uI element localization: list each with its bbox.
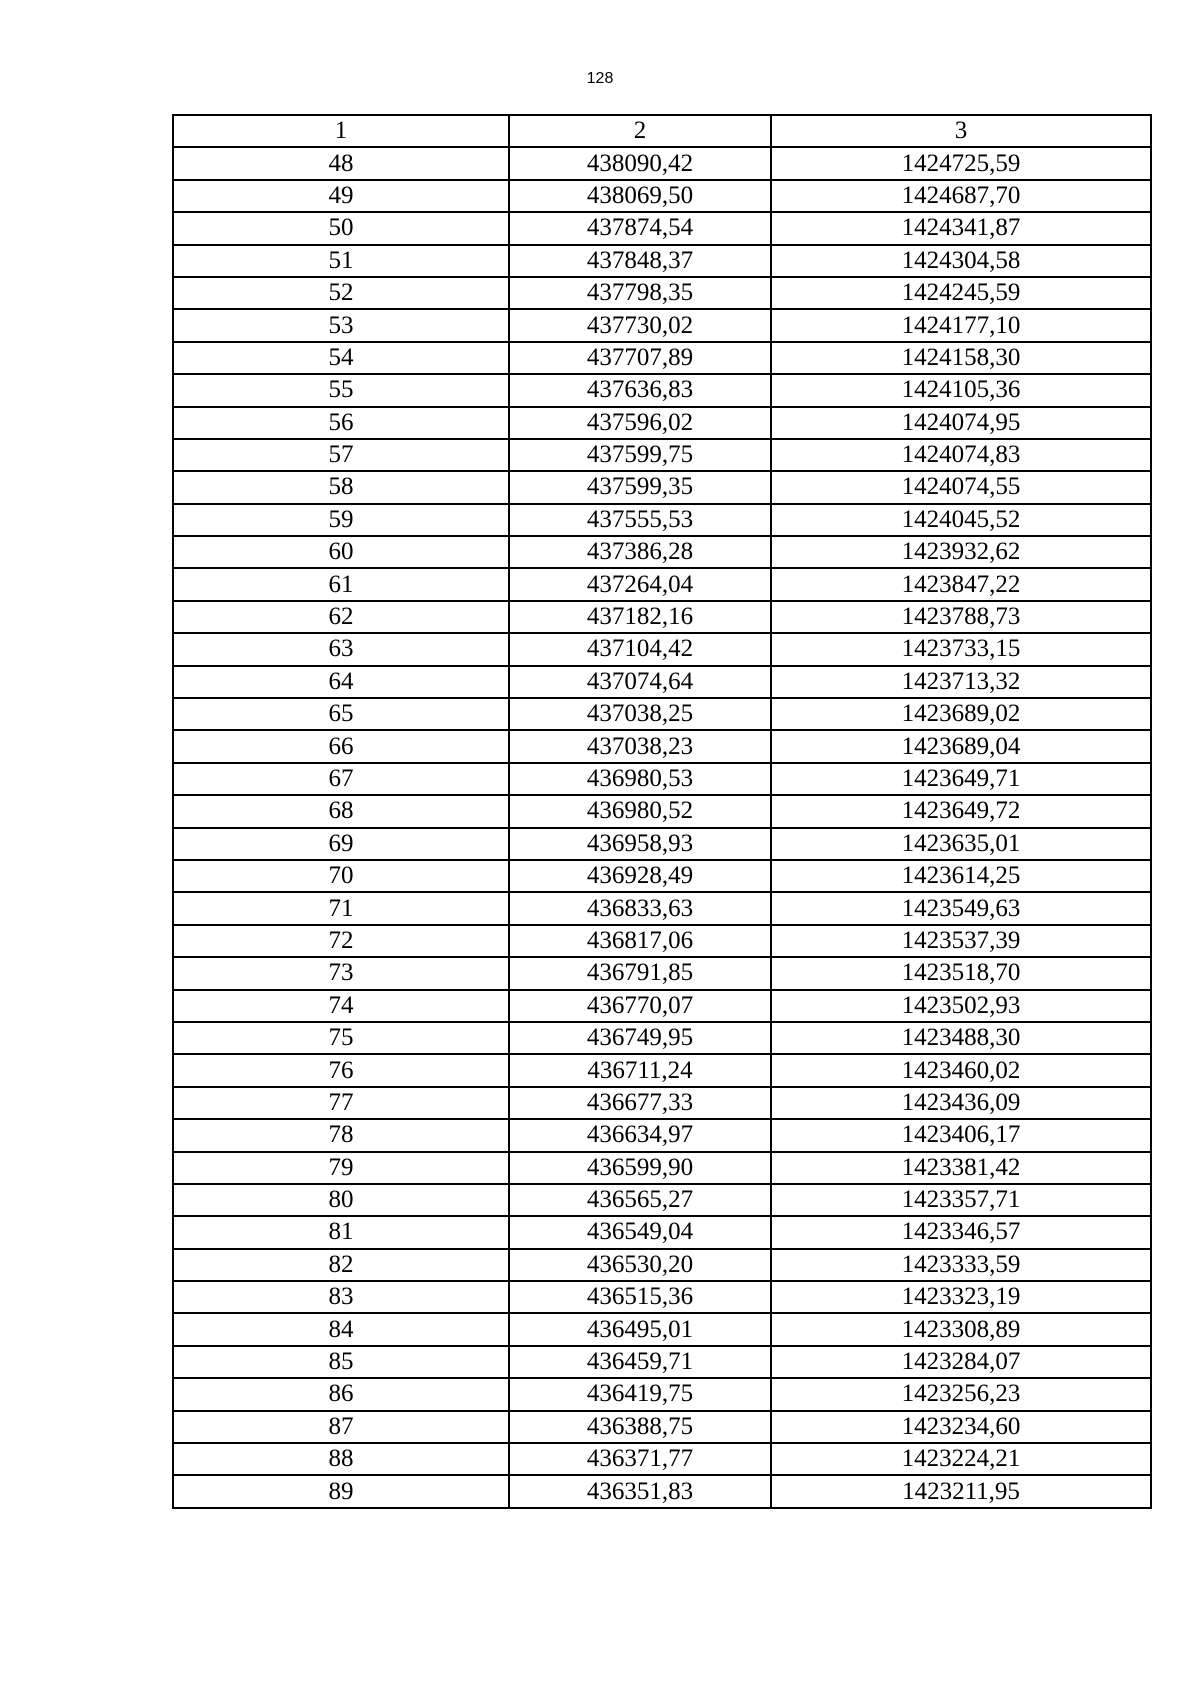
point-number-cell: 83 bbox=[173, 1281, 509, 1313]
table-row bbox=[173, 730, 1151, 762]
table-header-row bbox=[173, 115, 1151, 147]
table-row bbox=[173, 1281, 1151, 1313]
point-number-cell: 89 bbox=[173, 1475, 509, 1507]
x-coordinate-cell: 437707,89 bbox=[509, 342, 771, 374]
point-number-cell: 62 bbox=[173, 601, 509, 633]
y-coordinate-cell: 1423713,32 bbox=[771, 666, 1151, 698]
point-number-cell: 66 bbox=[173, 730, 509, 762]
point-number-cell: 80 bbox=[173, 1184, 509, 1216]
coordinates-table bbox=[172, 114, 1152, 1509]
table-row bbox=[173, 439, 1151, 471]
table-row bbox=[173, 763, 1151, 795]
point-number-cell: 54 bbox=[173, 342, 509, 374]
x-coordinate-cell: 436980,53 bbox=[509, 763, 771, 795]
point-number-cell: 63 bbox=[173, 633, 509, 665]
table-row bbox=[173, 698, 1151, 730]
table-row bbox=[173, 1313, 1151, 1345]
y-coordinate-cell: 1423224,21 bbox=[771, 1443, 1151, 1475]
x-coordinate-cell: 437874,54 bbox=[509, 212, 771, 244]
point-number-cell: 48 bbox=[173, 147, 509, 179]
table-row bbox=[173, 471, 1151, 503]
point-number-cell: 86 bbox=[173, 1378, 509, 1410]
table-row bbox=[173, 1249, 1151, 1281]
y-coordinate-cell: 1423649,71 bbox=[771, 763, 1151, 795]
x-coordinate-cell: 436980,52 bbox=[509, 795, 771, 827]
page-number: 128 bbox=[586, 70, 614, 87]
x-coordinate-cell: 437798,35 bbox=[509, 277, 771, 309]
point-number-cell: 82 bbox=[173, 1249, 509, 1281]
x-coordinate-cell: 437038,23 bbox=[509, 730, 771, 762]
x-coordinate-cell: 437555,53 bbox=[509, 504, 771, 536]
x-coordinate-cell: 438069,50 bbox=[509, 180, 771, 212]
table-row bbox=[173, 633, 1151, 665]
y-coordinate-cell: 1423614,25 bbox=[771, 860, 1151, 892]
table-row bbox=[173, 374, 1151, 406]
y-coordinate-cell: 1423256,23 bbox=[771, 1378, 1151, 1410]
point-number-cell: 73 bbox=[173, 957, 509, 989]
y-coordinate-cell: 1423488,30 bbox=[771, 1022, 1151, 1054]
point-number-cell: 64 bbox=[173, 666, 509, 698]
table-row bbox=[173, 795, 1151, 827]
table-row bbox=[173, 892, 1151, 924]
point-number-cell: 74 bbox=[173, 990, 509, 1022]
y-coordinate-cell: 1424074,95 bbox=[771, 407, 1151, 439]
header-cell-1: 1 bbox=[173, 115, 509, 147]
y-coordinate-cell: 1423847,22 bbox=[771, 568, 1151, 600]
table-row bbox=[173, 568, 1151, 600]
x-coordinate-cell: 436530,20 bbox=[509, 1249, 771, 1281]
point-number-cell: 59 bbox=[173, 504, 509, 536]
table-row bbox=[173, 309, 1151, 341]
table-row bbox=[173, 990, 1151, 1022]
point-number-cell: 57 bbox=[173, 439, 509, 471]
table-row bbox=[173, 245, 1151, 277]
x-coordinate-cell: 436711,24 bbox=[509, 1054, 771, 1086]
point-number-cell: 77 bbox=[173, 1087, 509, 1119]
table-row bbox=[173, 601, 1151, 633]
y-coordinate-cell: 1423649,72 bbox=[771, 795, 1151, 827]
point-number-cell: 75 bbox=[173, 1022, 509, 1054]
table-row bbox=[173, 925, 1151, 957]
x-coordinate-cell: 436817,06 bbox=[509, 925, 771, 957]
x-coordinate-cell: 437104,42 bbox=[509, 633, 771, 665]
point-number-cell: 88 bbox=[173, 1443, 509, 1475]
point-number-cell: 55 bbox=[173, 374, 509, 406]
y-coordinate-cell: 1424725,59 bbox=[771, 147, 1151, 179]
table-row bbox=[173, 957, 1151, 989]
y-coordinate-cell: 1423502,93 bbox=[771, 990, 1151, 1022]
x-coordinate-cell: 436749,95 bbox=[509, 1022, 771, 1054]
y-coordinate-cell: 1424158,30 bbox=[771, 342, 1151, 374]
point-number-cell: 81 bbox=[173, 1216, 509, 1248]
point-number-cell: 60 bbox=[173, 536, 509, 568]
x-coordinate-cell: 436549,04 bbox=[509, 1216, 771, 1248]
point-number-cell: 85 bbox=[173, 1346, 509, 1378]
y-coordinate-cell: 1423537,39 bbox=[771, 925, 1151, 957]
x-coordinate-cell: 437599,35 bbox=[509, 471, 771, 503]
table-row bbox=[173, 342, 1151, 374]
y-coordinate-cell: 1423460,02 bbox=[771, 1054, 1151, 1086]
x-coordinate-cell: 437596,02 bbox=[509, 407, 771, 439]
table-row bbox=[173, 1184, 1151, 1216]
y-coordinate-cell: 1423323,19 bbox=[771, 1281, 1151, 1313]
x-coordinate-cell: 437730,02 bbox=[509, 309, 771, 341]
y-coordinate-cell: 1423788,73 bbox=[771, 601, 1151, 633]
table-row bbox=[173, 180, 1151, 212]
y-coordinate-cell: 1423689,04 bbox=[771, 730, 1151, 762]
point-number-cell: 65 bbox=[173, 698, 509, 730]
table-row bbox=[173, 147, 1151, 179]
point-number-cell: 69 bbox=[173, 828, 509, 860]
point-number-cell: 84 bbox=[173, 1313, 509, 1345]
y-coordinate-cell: 1423234,60 bbox=[771, 1411, 1151, 1443]
point-number-cell: 76 bbox=[173, 1054, 509, 1086]
point-number-cell: 68 bbox=[173, 795, 509, 827]
point-number-cell: 51 bbox=[173, 245, 509, 277]
x-coordinate-cell: 437636,83 bbox=[509, 374, 771, 406]
table-body bbox=[173, 115, 1151, 1508]
y-coordinate-cell: 1423635,01 bbox=[771, 828, 1151, 860]
y-coordinate-cell: 1423346,57 bbox=[771, 1216, 1151, 1248]
x-coordinate-cell: 436419,75 bbox=[509, 1378, 771, 1410]
table-row bbox=[173, 1346, 1151, 1378]
x-coordinate-cell: 436791,85 bbox=[509, 957, 771, 989]
x-coordinate-cell: 436928,49 bbox=[509, 860, 771, 892]
y-coordinate-cell: 1423211,95 bbox=[771, 1475, 1151, 1507]
x-coordinate-cell: 436495,01 bbox=[509, 1313, 771, 1345]
point-number-cell: 49 bbox=[173, 180, 509, 212]
point-number-cell: 79 bbox=[173, 1152, 509, 1184]
x-coordinate-cell: 438090,42 bbox=[509, 147, 771, 179]
x-coordinate-cell: 436459,71 bbox=[509, 1346, 771, 1378]
point-number-cell: 78 bbox=[173, 1119, 509, 1151]
header-cell-2: 2 bbox=[509, 115, 771, 147]
point-number-cell: 72 bbox=[173, 925, 509, 957]
point-number-cell: 50 bbox=[173, 212, 509, 244]
table-row bbox=[173, 277, 1151, 309]
x-coordinate-cell: 436599,90 bbox=[509, 1152, 771, 1184]
y-coordinate-cell: 1424304,58 bbox=[771, 245, 1151, 277]
x-coordinate-cell: 436351,83 bbox=[509, 1475, 771, 1507]
y-coordinate-cell: 1424105,36 bbox=[771, 374, 1151, 406]
table-row bbox=[173, 1216, 1151, 1248]
y-coordinate-cell: 1423689,02 bbox=[771, 698, 1151, 730]
table-row bbox=[173, 407, 1151, 439]
y-coordinate-cell: 1424074,55 bbox=[771, 471, 1151, 503]
table-row bbox=[173, 504, 1151, 536]
table-row bbox=[173, 1054, 1151, 1086]
header-cell-3: 3 bbox=[771, 115, 1151, 147]
y-coordinate-cell: 1424045,52 bbox=[771, 504, 1151, 536]
y-coordinate-cell: 1423381,42 bbox=[771, 1152, 1151, 1184]
x-coordinate-cell: 436958,93 bbox=[509, 828, 771, 860]
x-coordinate-cell: 436565,27 bbox=[509, 1184, 771, 1216]
x-coordinate-cell: 436677,33 bbox=[509, 1087, 771, 1119]
x-coordinate-cell: 437599,75 bbox=[509, 439, 771, 471]
x-coordinate-cell: 437182,16 bbox=[509, 601, 771, 633]
y-coordinate-cell: 1423357,71 bbox=[771, 1184, 1151, 1216]
x-coordinate-cell: 436388,75 bbox=[509, 1411, 771, 1443]
table-row bbox=[173, 666, 1151, 698]
table-row bbox=[173, 212, 1151, 244]
x-coordinate-cell: 437848,37 bbox=[509, 245, 771, 277]
table-row bbox=[173, 860, 1151, 892]
table-row bbox=[173, 1378, 1151, 1410]
table-row bbox=[173, 1119, 1151, 1151]
x-coordinate-cell: 437074,64 bbox=[509, 666, 771, 698]
x-coordinate-cell: 437038,25 bbox=[509, 698, 771, 730]
y-coordinate-cell: 1424245,59 bbox=[771, 277, 1151, 309]
table-row bbox=[173, 536, 1151, 568]
table-row bbox=[173, 1087, 1151, 1119]
y-coordinate-cell: 1424341,87 bbox=[771, 212, 1151, 244]
point-number-cell: 52 bbox=[173, 277, 509, 309]
x-coordinate-cell: 437264,04 bbox=[509, 568, 771, 600]
table-row bbox=[173, 828, 1151, 860]
x-coordinate-cell: 436833,63 bbox=[509, 892, 771, 924]
table-row bbox=[173, 1152, 1151, 1184]
point-number-cell: 53 bbox=[173, 309, 509, 341]
x-coordinate-cell: 436770,07 bbox=[509, 990, 771, 1022]
y-coordinate-cell: 1423308,89 bbox=[771, 1313, 1151, 1345]
y-coordinate-cell: 1424074,83 bbox=[771, 439, 1151, 471]
point-number-cell: 67 bbox=[173, 763, 509, 795]
point-number-cell: 87 bbox=[173, 1411, 509, 1443]
point-number-cell: 58 bbox=[173, 471, 509, 503]
y-coordinate-cell: 1423436,09 bbox=[771, 1087, 1151, 1119]
table-row bbox=[173, 1443, 1151, 1475]
x-coordinate-cell: 436634,97 bbox=[509, 1119, 771, 1151]
y-coordinate-cell: 1424687,70 bbox=[771, 180, 1151, 212]
table-row bbox=[173, 1475, 1151, 1507]
y-coordinate-cell: 1423549,63 bbox=[771, 892, 1151, 924]
table-row bbox=[173, 1022, 1151, 1054]
point-number-cell: 70 bbox=[173, 860, 509, 892]
table-row bbox=[173, 1411, 1151, 1443]
x-coordinate-cell: 437386,28 bbox=[509, 536, 771, 568]
point-number-cell: 71 bbox=[173, 892, 509, 924]
y-coordinate-cell: 1423406,17 bbox=[771, 1119, 1151, 1151]
point-number-cell: 56 bbox=[173, 407, 509, 439]
y-coordinate-cell: 1423284,07 bbox=[771, 1346, 1151, 1378]
y-coordinate-cell: 1423932,62 bbox=[771, 536, 1151, 568]
x-coordinate-cell: 436371,77 bbox=[509, 1443, 771, 1475]
point-number-cell: 61 bbox=[173, 568, 509, 600]
y-coordinate-cell: 1423333,59 bbox=[771, 1249, 1151, 1281]
y-coordinate-cell: 1423733,15 bbox=[771, 633, 1151, 665]
y-coordinate-cell: 1424177,10 bbox=[771, 309, 1151, 341]
x-coordinate-cell: 436515,36 bbox=[509, 1281, 771, 1313]
y-coordinate-cell: 1423518,70 bbox=[771, 957, 1151, 989]
